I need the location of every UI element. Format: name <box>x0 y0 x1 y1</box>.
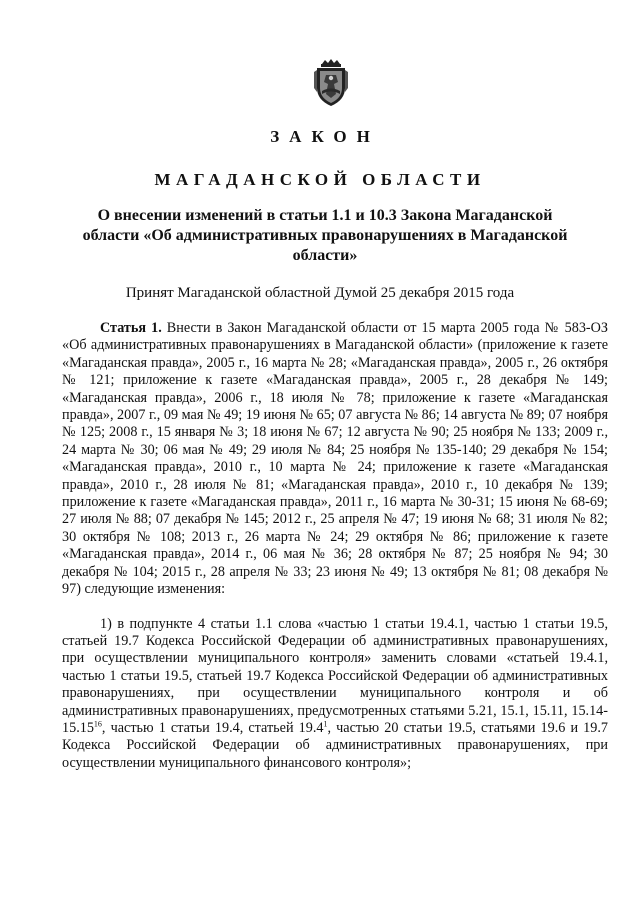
article-1-label: Статья 1. <box>100 320 162 336</box>
item-1-text-b: , частью 1 статьи 19.4, статьей 19.4 <box>101 719 324 736</box>
item-1-paragraph <box>62 616 608 773</box>
document-body <box>62 320 608 772</box>
item-1-superscript-b: 1 <box>323 719 328 729</box>
region-name: МАГАДАНСКОЙ ОБЛАСТИ <box>154 170 486 189</box>
item-1-text-a: 1) в подпункте 4 статьи 1.1 слова «частью 1 статьи 19.4.1, частью 1 статьи 19.5, статьей 19.7 Кодекса Российской Федерации об административных правонарушениях, при осуществлении муниципального контроля» заменить словами «статьей 19.4.1, частью 1 статьи 19.5, статьей 19.7 Кодекса Российской Федерации об административных правонарушениях, при осуществлении муниципального контроля и об административных правонарушениях, предусмотренных статьями 5.21, 15.1, 15.11, 15.14-15.15 <box>62 615 608 736</box>
item-1-superscript-a: 16 <box>93 719 102 729</box>
document-title: О внесении изменений в статьи 1.1 и 10.3 Закона Магаданской области «Об административных правонарушениях в Магаданской области» <box>82 207 568 264</box>
document-type: ЗАКОН <box>270 127 380 146</box>
adoption-note: Принят Магаданской областной Думой 25 декабря 2015 года <box>125 285 515 301</box>
item-1-text-c: , частью 20 статьи 19.5, статьями 19.6 и 19.7 Кодекса Российской Федерации об административных правонарушениях, при осуществлении муниципального финансового контроля»; <box>62 719 608 771</box>
coat-of-arms-icon <box>312 58 350 108</box>
article-1-paragraph <box>62 320 608 599</box>
article-1-text: Внести в Закон Магаданской области от 15 марта 2005 года № 583-ОЗ «Об административных правонарушениях в Магаданской области» (приложение к газете «Магаданская правда», 2005 г., 16 марта № 28; «Магаданская правда», 2005 г., 26 октября № 121; приложение к газете «Магаданская правда», 2005 г., 28 декабря № 149; «Магаданская правда», 2006 г., 18 июля № 78; приложение к газете «Магаданская правда», 2007 г., 09 мая № 49; 19 июня № 65; 07 августа № 86; 14 августа № 89; 07 ноября № 125; 2008 г., 15 января № 3; 18 июня № 67; 12 августа № 90; 25 ноября № 133; 2009 г., 24 марта № 30; 06 мая № 49; 29 июля № 84; 25 ноября № 135-140; 29 декабря № 154; «Магаданская правда», 2010 г., 10 марта № 24; приложение к газете «Магаданская правда», 2010 г., 28 июля № 81; «Магаданская правда», 2010 г., 10 декабря № 139; приложение к газете «Магаданская правда», 2011 г., 16 марта № 30-31; 15 июня № 68-69; 27 июля № 88; 07 декабря № 145; 2012 г., 25 апреля № 47; 19 июня № 68; 31 июля № 82; 30 октября № 108; 2013 г., 26 марта № 24; 29 октября № 86; приложение к газете «Магаданская правда», 2014 г., 06 мая № 36; 28 октября № 87; 25 ноября № 94; 30 декабря № 104; 2015 г., 28 апреля № 33; 23 июня № 49; 13 октября № 81; 08 декабря № 97) следующие изменения: <box>62 320 609 598</box>
